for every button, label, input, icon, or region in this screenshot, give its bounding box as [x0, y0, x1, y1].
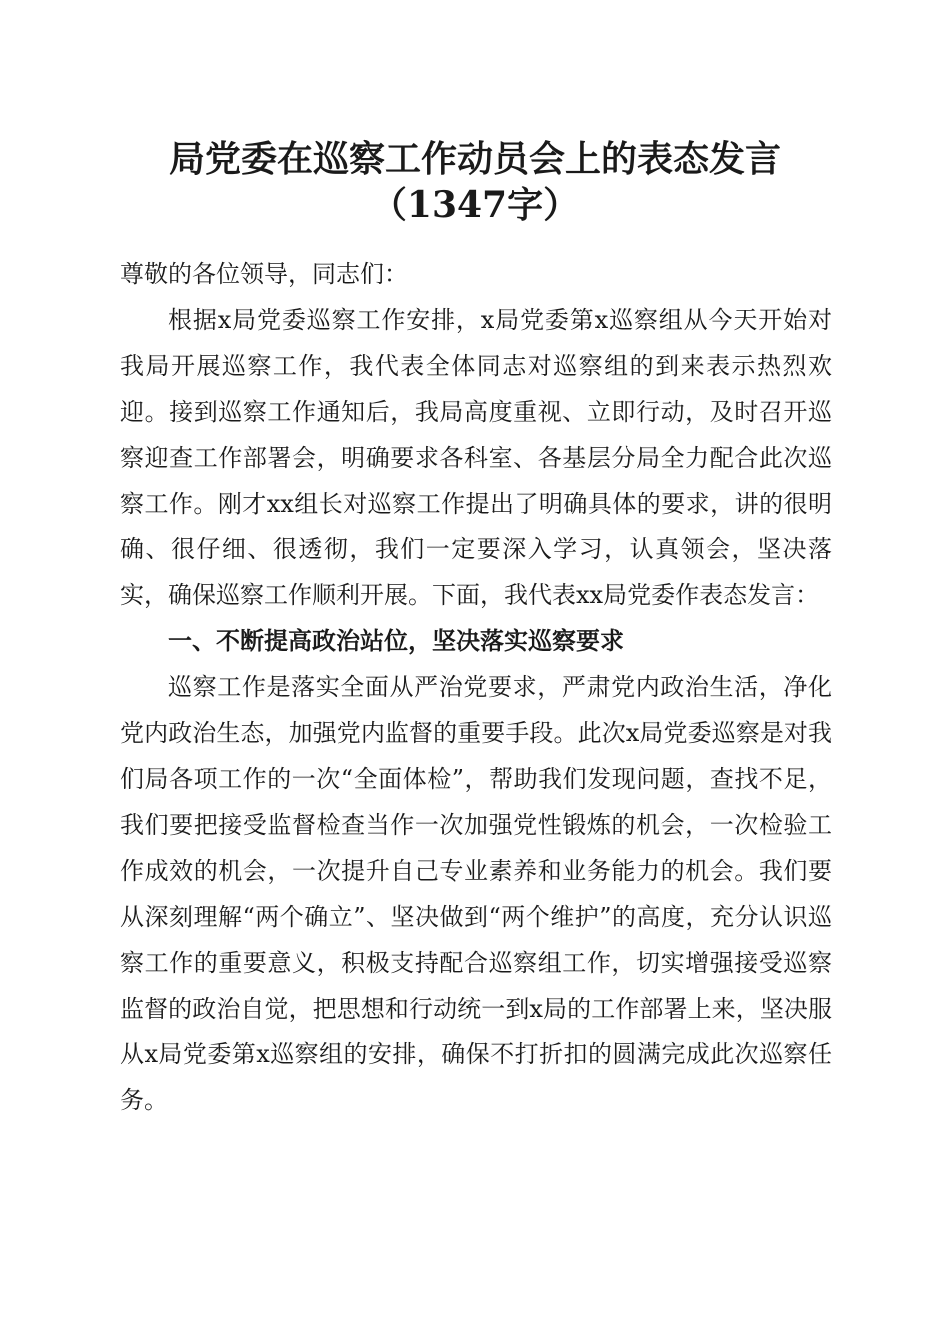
section-heading: 一、不断提高政治站位，坚决落实巡察要求 — [168, 627, 624, 656]
salutation: 尊敬的各位领导，同志们： — [120, 260, 408, 288]
document-title: 局党委在巡察工作动员会上的表态发言（1347字） — [168, 138, 781, 226]
document-body — [120, 252, 832, 1124]
section-paragraph: 巡察工作是落实全面从严治党要求，严肃党内政治生活，净化党内政治生态，加强党内监督的重要手段。此次x局党委巡察是对我们局各项工作的一次“全面体检”，帮助我们发现问题，查找不足，我们要把接受监督检查当作一次加强党性锻炼的机会，一次检验工作成效的机会，一次提升自己专业素养和业务能力的机会。我们要从深刻理解“两个确立”、坚决做到“两个维护”的高度，充分认识巡察工作的重要意义，积极支持配合巡察组工作，切实增强接受巡察监督的政治自觉，把思想和行动统一到x局的工作部署上来，坚决服从x局党委第x巡察组的安排，确保不打折扣的圆满完成此次巡察任务。 — [120, 673, 832, 1115]
opening-paragraph: 根据x局党委巡察工作安排，x局党委第x巡察组从今天开始对我局开展巡察工作，我代表全体同志对巡察组的到来表示热烈欢迎。接到巡察工作通知后，我局高度重视、立即行动，及时召开巡察迎查工作部署会，明确要求各科室、各基层分局全力配合此次巡察工作。刚才xx组长对巡察工作提出了明确具体的要求，讲的很明确、很仔细、很透彻，我们一定要深入学习，认真领会，坚决落实，确保巡察工作顺利开展。下面，我代表xx局党委作表态发言： — [120, 305, 832, 610]
